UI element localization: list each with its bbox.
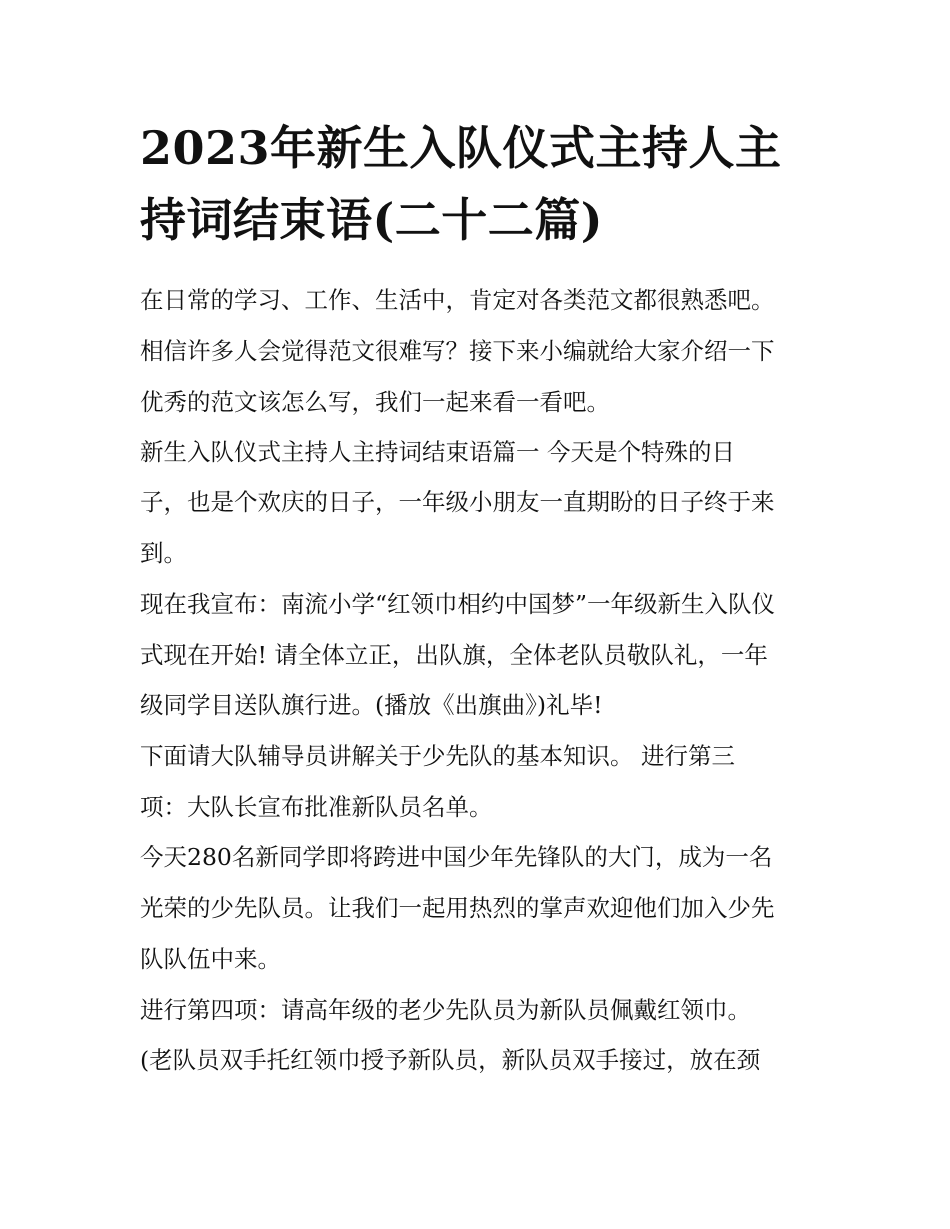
body-text-line: 在日常的学习、工作、生活中，肯定对各类范文都很熟悉吧。 bbox=[140, 286, 775, 314]
body-text-line: 项：大队长宣布批准新队员名单。 bbox=[140, 793, 493, 821]
body-text-line: 优秀的范文该怎么写，我们一起来看一看吧。 bbox=[140, 388, 610, 416]
body-text-line: 进行第四项：请高年级的老少先队员为新队员佩戴红领巾。 bbox=[140, 996, 751, 1024]
body-text-line: 现在我宣布：南流小学“红领巾相约中国梦”一年级新生入队仪 bbox=[140, 590, 776, 618]
body-text-line: (老队员双手托红领巾授予新队员，新队员双手接过，放在颈 bbox=[140, 1046, 761, 1074]
body-text-line: 式现在开始! 请全体立正，出队旗，全体老队员敬队礼，一年 bbox=[140, 641, 768, 669]
body-text-line: 下面请大队辅导员讲解关于少先队的基本知识。 进行第三 bbox=[140, 742, 735, 770]
body-text-line: 相信许多人会觉得范文很难写？接下来小编就给大家介绍一下 bbox=[140, 337, 775, 365]
document-title bbox=[140, 112, 830, 256]
body-text-line: 级同学目送队旗行进。(播放《出旗曲》)礼毕! bbox=[140, 691, 603, 719]
body-text-line: 今天280名新同学即将跨进中国少年先锋队的大门，成为一名 bbox=[140, 843, 773, 871]
body-text-line: 光荣的少先队员。让我们一起用热烈的掌声欢迎他们加入少先 bbox=[140, 894, 775, 922]
title-line: 持词结束语(二十二篇) bbox=[140, 193, 604, 247]
title-line: 2023年新生入队仪式主持人主 bbox=[140, 121, 782, 175]
body-text-line: 新生入队仪式主持人主持词结束语篇一 今天是个特殊的日 bbox=[140, 438, 735, 466]
body-text-line: 到。 bbox=[140, 539, 187, 567]
body-text-line: 子，也是个欢庆的日子，一年级小朋友一直期盼的日子终于来 bbox=[140, 488, 775, 516]
body-text-line: 队队伍中来。 bbox=[140, 945, 281, 973]
